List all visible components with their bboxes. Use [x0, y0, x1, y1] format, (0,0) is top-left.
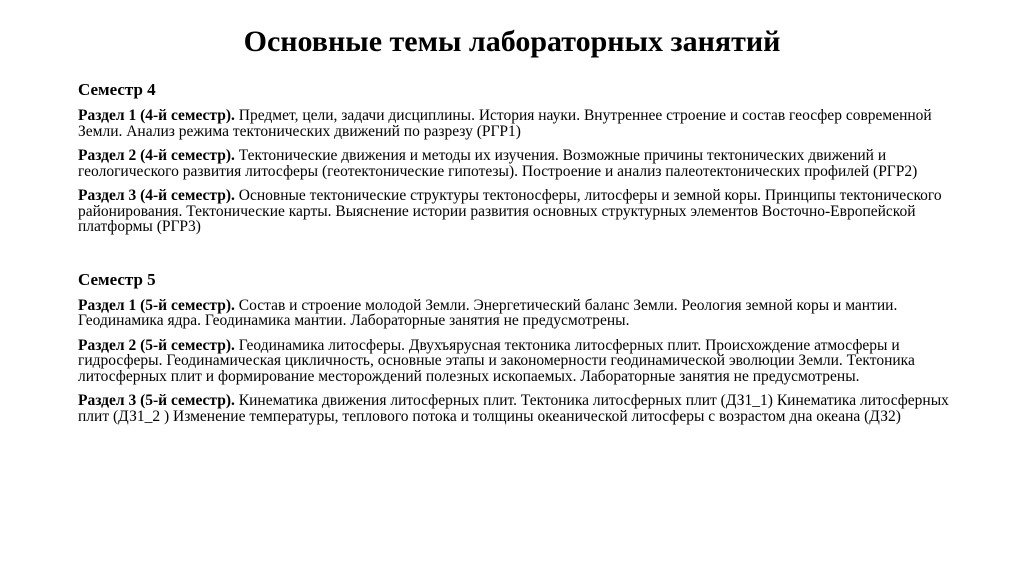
section-text: Тектонические движения и методы их изучения. Возможные причины тектонических движений и геологического развития литосферы (геотектонические гипотезы). Построение и анализ палеотектонических профилей (РГР2) — [78, 147, 918, 180]
section-text: Предмет, цели, задачи дисциплины. История науки. Внутреннее строение и состав геосфер современной Земли. Анализ режима тектонических движений по разрезу (РГР1) — [78, 107, 932, 140]
semester-heading: Семестр 4 — [78, 80, 156, 99]
section-text: Основные тектонические структуры тектоносферы, литосферы и земной коры. Принципы тектонического районирования. Тектонические карты. Выяснение истории развития основных структурных элементов Восточно-Европейской платформы (РГР3) — [78, 187, 942, 235]
section-label: Раздел 2 (4-й семестр). — [78, 147, 235, 164]
section-4-1 — [78, 108, 958, 139]
section-label: Раздел 3 (5-й семестр). — [78, 392, 235, 409]
section-5-2 — [78, 338, 958, 385]
section-label: Раздел 1 (5-й семестр). — [78, 296, 235, 314]
section-label: Раздел 3 (4-й семестр). — [78, 187, 235, 204]
section-5-1 — [78, 298, 958, 329]
section-4-3 — [78, 188, 958, 235]
spacer — [78, 244, 958, 270]
page-title: Основные темы лабораторных занятий — [243, 25, 781, 58]
section-text: Состав и строение молодой Земли. Энергетический баланс Земли. Реология земной коры и мантии. Геодинамика ядра. Геодинамика мантии. Лабораторные занятия не предусмотрены. — [78, 296, 898, 329]
section-4-2 — [78, 148, 958, 179]
semester-heading: Семестр 5 — [78, 269, 156, 289]
section-label: Раздел 1 (4-й семестр). — [78, 107, 235, 124]
section-label: Раздел 2 (5-й семестр). — [78, 336, 235, 354]
section-text: Геодинамика литосферы. Двухъярусная тектоника литосферных плит. Происхождение атмосферы и гидросферы. Геодинамическая цикличность, основные этапы и закономерности геодинамической эволюции Земли. Тектоника литосферных плит и формирование месторождений полезных ископаемых. Лабораторные занятия не предусмотрены. — [78, 336, 915, 385]
section-5-3 — [78, 393, 958, 424]
section-text: Кинематика движения литосферных плит. Тектоника литосферных плит (ДЗ1_1) Кинематика литосферных плит (ДЗ1_2 ) Изменение температуры, теплового потока и толщины океанической литосферы с возрастом дна океана (ДЗ2) — [78, 392, 949, 425]
content — [78, 80, 958, 433]
